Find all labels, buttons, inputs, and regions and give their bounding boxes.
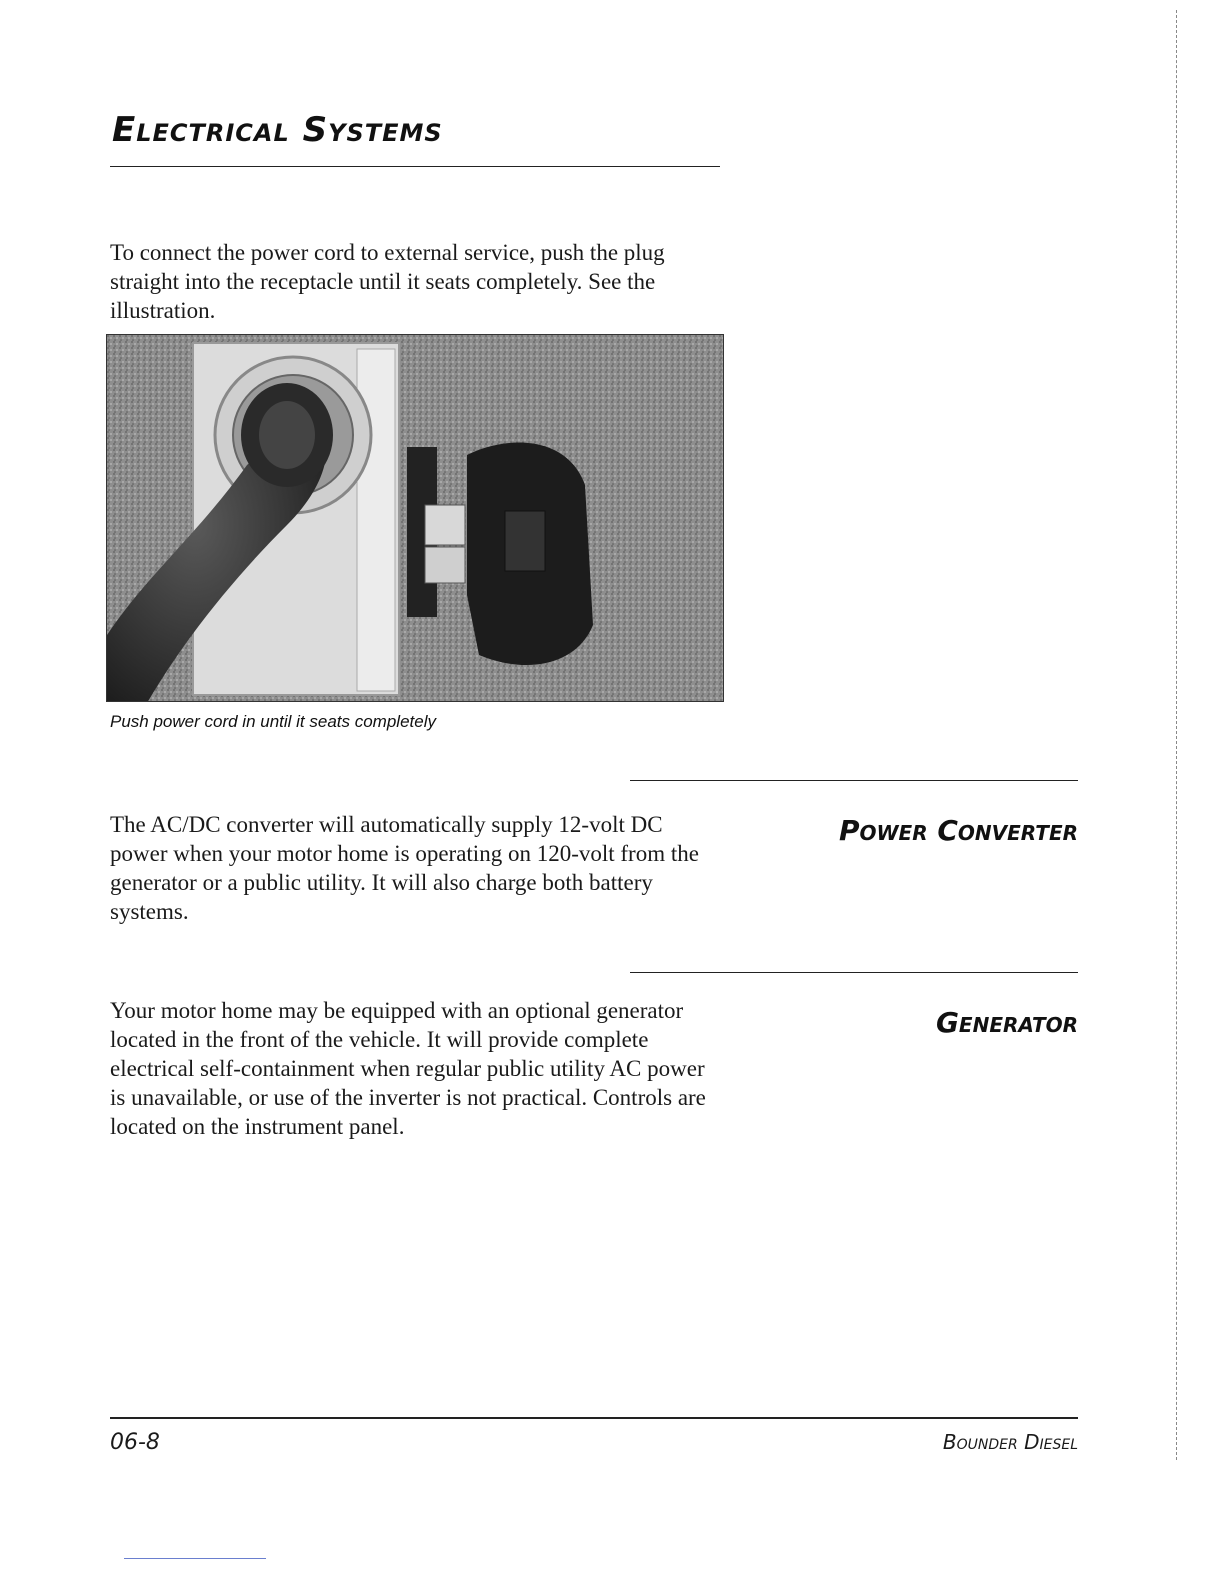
figure-caption: Push power cord in until it seats completely [110,712,436,731]
generator-paragraph: Your motor home may be equipped with an optional generator located in the front of the vehicle. It will provide complete electrical self-containment when regular public utility AC power is unavailable, or use of the inverter is not practical. Controls are located on the instrument panel. [110,998,706,1139]
power-converter-heading: Power Converter [838,814,1078,847]
page-title: Electrical Systems [112,110,443,150]
scan-mark [124,1558,266,1559]
power-cord-photo [106,334,724,702]
section-divider-power-converter [630,780,1078,781]
power-converter-paragraph: The AC/DC converter will automatically supply 12-volt DC power when your motor home is operating on 120-volt from the generator or a public utility. It will also charge both battery systems. [110,812,699,924]
intro-paragraph: To connect the power cord to external service, push the plug straight into the receptacle until it seats completely. See the illustration. [110,240,665,323]
book-title: Bounder Diesel [942,1430,1078,1454]
footer-divider [110,1417,1078,1419]
scan-edge-line [1176,10,1178,1460]
generator-heading: Generator [935,1006,1078,1039]
title-divider [110,166,720,167]
section-divider-generator [630,972,1078,973]
page-number: 06-8 [110,1430,160,1455]
